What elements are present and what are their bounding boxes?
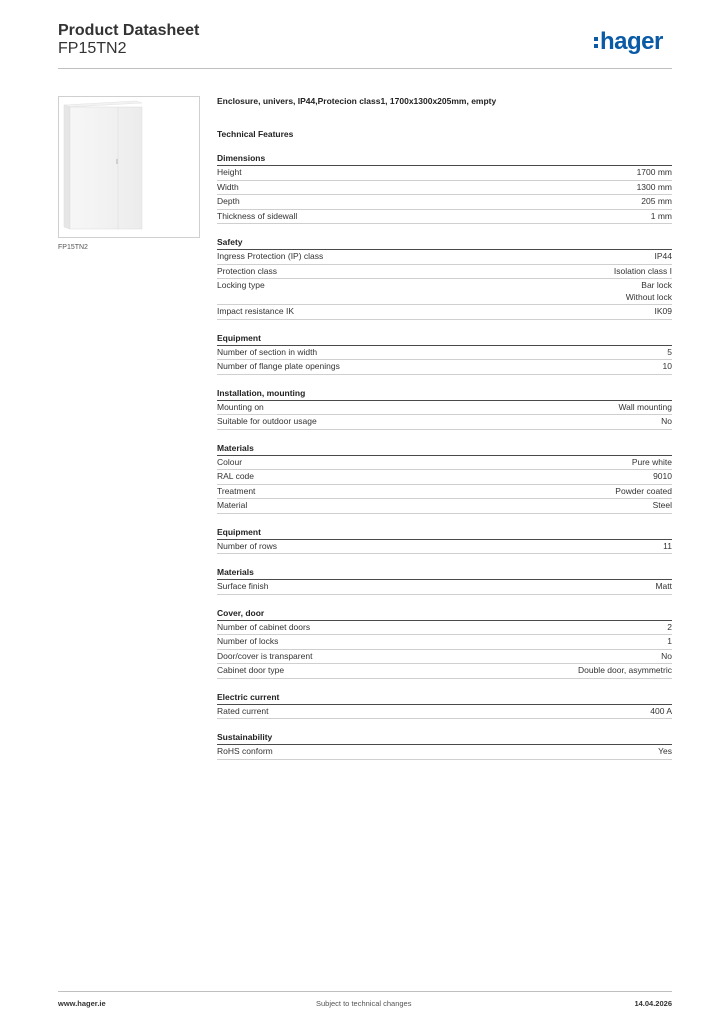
feature-row bbox=[217, 705, 672, 720]
feature-label: Door/cover is transparent bbox=[217, 650, 313, 661]
footer-divider bbox=[58, 991, 672, 992]
feature-value-line: No bbox=[661, 416, 672, 426]
feature-row bbox=[217, 621, 672, 636]
footer-website-link[interactable]: www.hager.ie bbox=[58, 999, 106, 1008]
feature-value-line: 205 mm bbox=[641, 196, 672, 206]
section-materials bbox=[217, 566, 672, 595]
feature-value bbox=[614, 266, 672, 278]
feature-label: Number of locks bbox=[217, 636, 279, 646]
feature-value-line: Isolation class I bbox=[613, 265, 672, 276]
feature-label: Surface finish bbox=[217, 581, 269, 591]
feature-value-line: 1 mm bbox=[650, 210, 672, 221]
feature-value bbox=[637, 167, 672, 179]
feature-label: Locking type bbox=[217, 280, 265, 290]
feature-value bbox=[655, 251, 673, 263]
feature-value-line: 1700 mm bbox=[636, 167, 672, 177]
feature-label: Material bbox=[217, 500, 248, 510]
feature-row bbox=[217, 210, 672, 225]
feature-label: Ingress Protection (IP) class bbox=[217, 251, 324, 261]
feature-value bbox=[661, 651, 672, 663]
feature-value-line: Steel bbox=[652, 500, 672, 510]
feature-label: RoHS conform bbox=[217, 746, 273, 756]
feature-value bbox=[653, 471, 672, 483]
feature-value bbox=[578, 665, 672, 677]
logo-wordmark: hager bbox=[600, 28, 663, 55]
product-code: FP15TN2 bbox=[58, 40, 127, 57]
feature-label: Cabinet door type bbox=[217, 665, 285, 675]
feature-value bbox=[663, 541, 672, 553]
technical-features-heading: Technical Features bbox=[217, 129, 294, 139]
feature-value bbox=[632, 457, 672, 469]
feature-label: Treatment bbox=[217, 485, 256, 496]
feature-value-line: 2 bbox=[667, 621, 672, 632]
product-description: Enclosure, univers, IP44,Protecion class1, 1700x1300x205mm, empty bbox=[217, 96, 497, 106]
feature-label: Suitable for outdoor usage bbox=[217, 416, 317, 426]
section-safety bbox=[217, 236, 672, 320]
hager-logo[interactable] bbox=[594, 27, 663, 57]
feature-row bbox=[217, 265, 672, 280]
feature-label: Width bbox=[217, 181, 239, 192]
feature-value-line: 10 bbox=[662, 361, 672, 371]
feature-value bbox=[651, 211, 672, 223]
feature-value-line: Without lock bbox=[625, 291, 672, 302]
footer-notice: Subject to technical changes bbox=[316, 999, 412, 1008]
section-equipment bbox=[217, 332, 672, 375]
feature-value bbox=[641, 196, 672, 208]
feature-value bbox=[615, 486, 672, 498]
product-image-caption: FP15TN2 bbox=[58, 244, 88, 251]
feature-row bbox=[217, 580, 672, 595]
feature-value bbox=[663, 361, 672, 373]
feature-value bbox=[655, 306, 673, 318]
section-title: Safety bbox=[217, 236, 672, 250]
section-equipment bbox=[217, 526, 672, 555]
feature-label: Number of section in width bbox=[217, 346, 318, 357]
cabinet-image bbox=[62, 99, 144, 231]
section-electric-current bbox=[217, 691, 672, 720]
section-installation-mounting bbox=[217, 387, 672, 430]
feature-row bbox=[217, 540, 672, 555]
feature-value-line: No bbox=[661, 650, 672, 661]
feature-value-line: Bar lock bbox=[641, 280, 672, 290]
logo-colon-icon bbox=[594, 34, 598, 50]
footer-date: 14.04.2026 bbox=[634, 999, 672, 1008]
feature-label: Mounting on bbox=[217, 401, 264, 412]
feature-value-line: 5 bbox=[667, 346, 672, 357]
feature-value-line: Double door, asymmetric bbox=[577, 665, 672, 675]
feature-row bbox=[217, 195, 672, 210]
feature-label: Rated current bbox=[217, 705, 269, 716]
feature-value-line: Wall mounting bbox=[618, 401, 672, 412]
feature-row bbox=[217, 346, 672, 361]
feature-row bbox=[217, 664, 672, 679]
feature-row bbox=[217, 499, 672, 514]
page-title: Product Datasheet bbox=[58, 22, 200, 39]
feature-value-line: Pure white bbox=[631, 456, 672, 467]
feature-row bbox=[217, 745, 672, 760]
feature-value bbox=[667, 622, 672, 634]
feature-value-line: 1300 mm bbox=[636, 181, 672, 192]
section-dimensions bbox=[217, 152, 672, 224]
feature-row bbox=[217, 485, 672, 500]
section-title: Cover, door bbox=[217, 607, 672, 621]
feature-label: Protection class bbox=[217, 265, 277, 276]
section-materials bbox=[217, 442, 672, 514]
feature-value-line: 1 bbox=[667, 636, 672, 646]
section-title: Dimensions bbox=[217, 152, 672, 166]
feature-row bbox=[217, 166, 672, 181]
section-cover-door bbox=[217, 607, 672, 679]
section-title: Electric current bbox=[217, 691, 672, 705]
header-divider bbox=[58, 68, 672, 69]
feature-row bbox=[217, 360, 672, 375]
feature-row bbox=[217, 305, 672, 320]
feature-value bbox=[661, 416, 672, 428]
feature-value-line: Matt bbox=[655, 581, 672, 591]
feature-row bbox=[217, 470, 672, 485]
section-title: Installation, mounting bbox=[217, 387, 672, 401]
feature-label: Depth bbox=[217, 196, 240, 206]
section-title: Equipment bbox=[217, 332, 672, 346]
section-title: Sustainability bbox=[217, 731, 672, 745]
feature-value bbox=[650, 706, 672, 718]
feature-value-line: Yes bbox=[658, 746, 672, 756]
feature-value bbox=[637, 182, 672, 194]
feature-row bbox=[217, 456, 672, 471]
feature-value-line: 11 bbox=[663, 540, 672, 551]
feature-value bbox=[653, 500, 672, 512]
feature-row bbox=[217, 635, 672, 650]
feature-label: Thickness of sidewall bbox=[217, 210, 298, 221]
feature-label: Impact resistance IK bbox=[217, 306, 295, 316]
feature-row bbox=[217, 279, 672, 305]
feature-value bbox=[667, 636, 672, 648]
feature-row bbox=[217, 181, 672, 196]
section-title: Materials bbox=[217, 442, 672, 456]
feature-row bbox=[217, 650, 672, 665]
feature-value-line: IP44 bbox=[654, 251, 672, 261]
feature-row bbox=[217, 401, 672, 416]
feature-sections bbox=[217, 152, 672, 760]
feature-content bbox=[217, 94, 672, 760]
feature-value bbox=[626, 280, 672, 303]
feature-label: RAL code bbox=[217, 471, 255, 481]
feature-label: Height bbox=[217, 167, 242, 177]
feature-value bbox=[658, 746, 672, 758]
feature-label: Number of flange plate openings bbox=[217, 361, 340, 371]
section-title: Materials bbox=[217, 566, 672, 580]
feature-value-line: IK09 bbox=[654, 306, 672, 316]
feature-label: Number of cabinet doors bbox=[217, 621, 311, 632]
feature-value-line: Powder coated bbox=[615, 485, 672, 496]
feature-label: Colour bbox=[217, 456, 243, 467]
section-title: Equipment bbox=[217, 526, 672, 540]
feature-row bbox=[217, 415, 672, 430]
feature-value-line: 9010 bbox=[653, 471, 672, 481]
section-sustainability bbox=[217, 731, 672, 760]
feature-value-line: 400 A bbox=[650, 705, 672, 716]
feature-value bbox=[655, 581, 672, 593]
feature-label: Number of rows bbox=[217, 540, 277, 551]
feature-row bbox=[217, 250, 672, 265]
feature-value bbox=[618, 402, 672, 414]
feature-value bbox=[667, 347, 672, 359]
